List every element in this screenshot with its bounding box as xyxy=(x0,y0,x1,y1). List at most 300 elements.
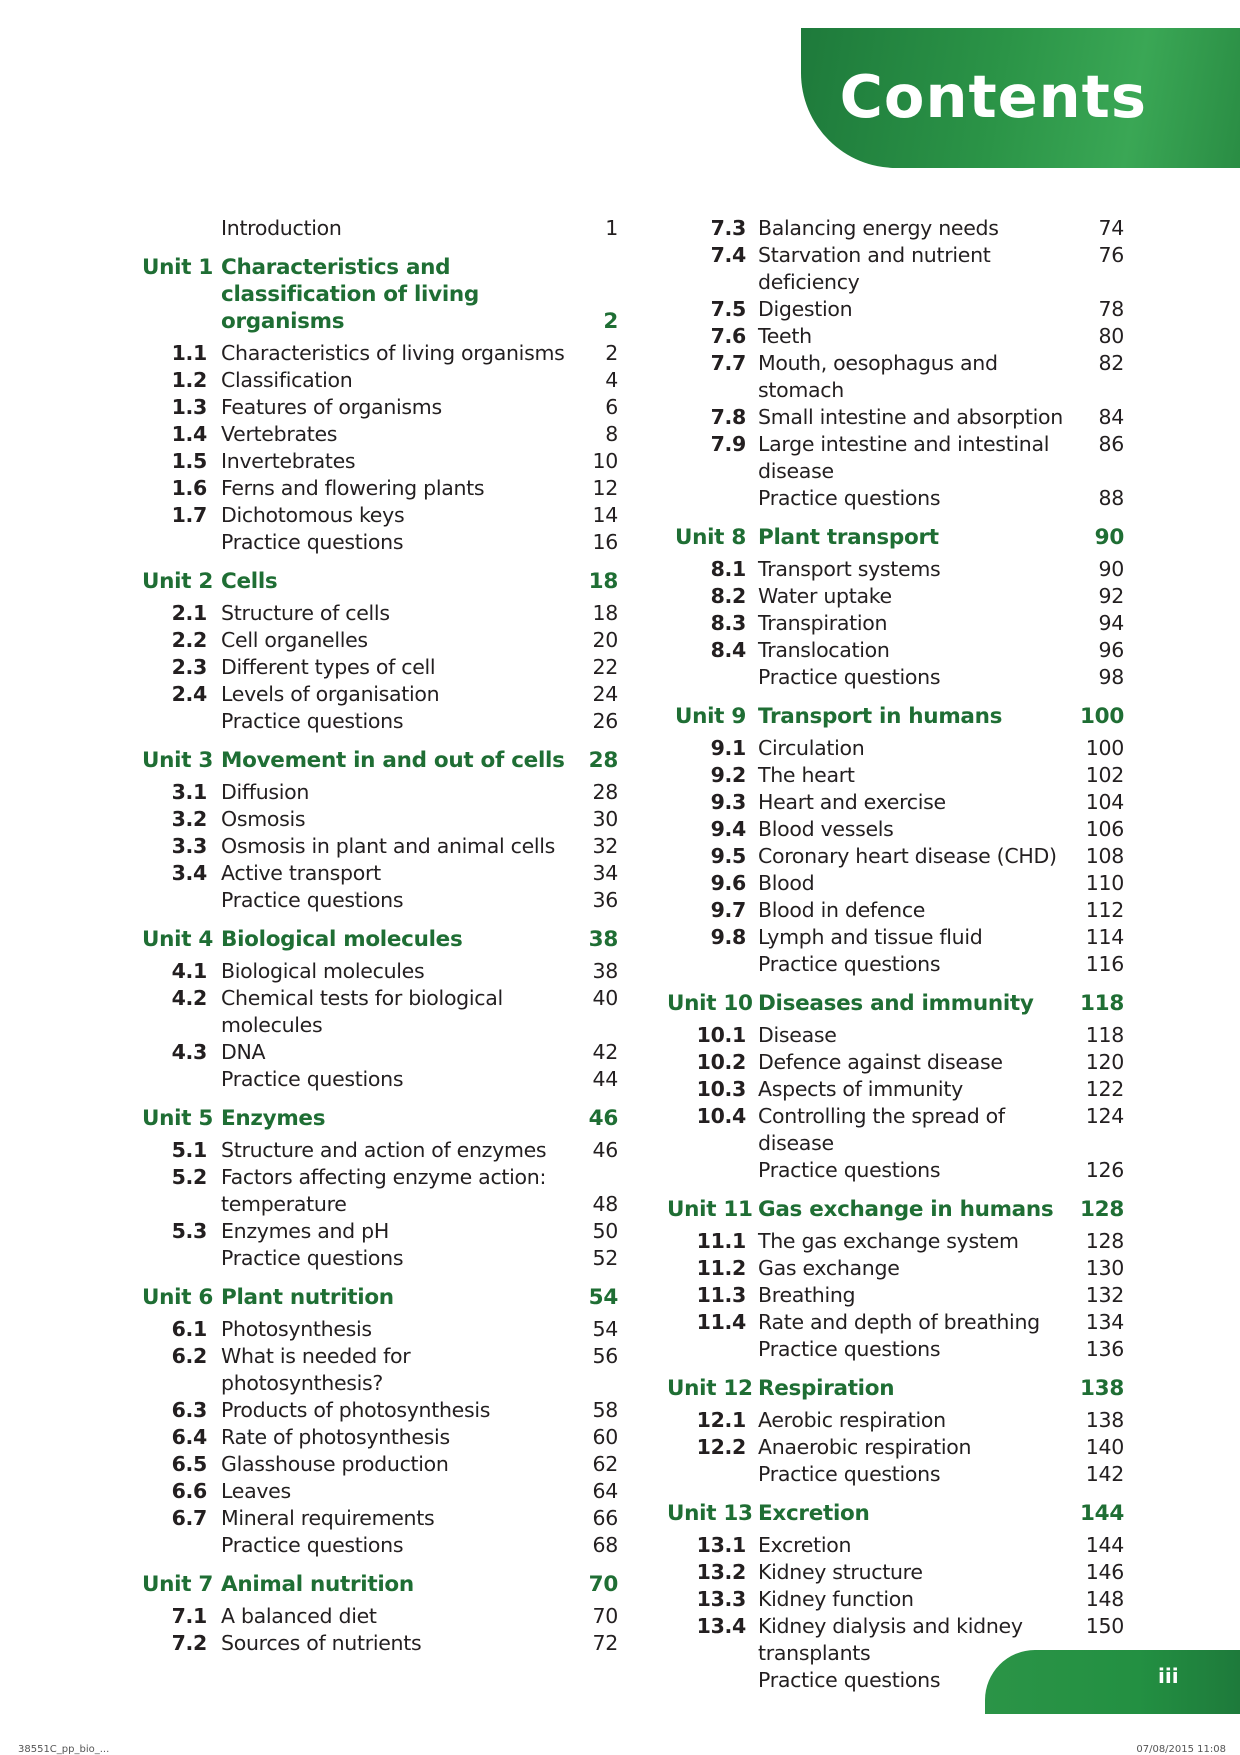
toc-title: Kidney dialysis and kidney transplants xyxy=(758,1614,1023,1665)
toc-entry xyxy=(142,421,618,448)
toc-number: Unit 13 xyxy=(667,1501,753,1526)
toc-title: The heart xyxy=(758,763,855,787)
toc-unit-heading xyxy=(667,1375,1124,1402)
toc-entry xyxy=(667,583,1124,610)
toc-page-number: 104 xyxy=(1085,790,1124,814)
toc-number: 9.4 xyxy=(710,817,746,841)
toc-number: 10.2 xyxy=(696,1050,746,1074)
toc-title: What is needed for photosynthesis? xyxy=(221,1344,411,1395)
toc-column-right xyxy=(667,215,1124,1694)
toc-number: 7.8 xyxy=(710,405,746,429)
toc-number: 3.3 xyxy=(171,834,207,858)
toc-entry xyxy=(667,350,1124,404)
toc-title: Coronary heart disease (CHD) xyxy=(758,844,1057,868)
toc-page-number: 142 xyxy=(1085,1462,1124,1486)
toc-title: Characteristics and classification of living organisms xyxy=(221,255,480,334)
toc-entry xyxy=(142,394,618,421)
toc-title: Enzymes and pH xyxy=(221,1219,389,1243)
toc-title: Starvation and nutrient deficiency xyxy=(758,243,991,294)
toc-title: Digestion xyxy=(758,297,853,321)
toc-title: Movement in and out of cells xyxy=(221,748,565,773)
toc-page-number: 26 xyxy=(592,709,618,733)
toc-entry xyxy=(667,843,1124,870)
toc-page-number: 68 xyxy=(592,1533,618,1557)
toc-number: 10.4 xyxy=(696,1104,746,1128)
toc-entry xyxy=(142,1164,618,1191)
toc-number: 6.4 xyxy=(171,1425,207,1449)
toc-title: Diffusion xyxy=(221,780,310,804)
toc-title: Disease xyxy=(758,1023,837,1047)
toc-title: Plant nutrition xyxy=(221,1285,394,1310)
toc-title: Structure of cells xyxy=(221,601,390,625)
toc-number: 1.2 xyxy=(171,368,207,392)
toc-entry xyxy=(142,627,618,654)
toc-title: Ferns and flowering plants xyxy=(221,476,485,500)
toc-entry xyxy=(142,860,618,887)
toc-entry xyxy=(142,215,618,242)
toc-entry xyxy=(667,1586,1124,1613)
toc-number: 9.1 xyxy=(710,736,746,760)
toc-number: 13.1 xyxy=(696,1533,746,1557)
toc-entry xyxy=(667,1076,1124,1103)
toc-entry xyxy=(142,367,618,394)
toc-entry xyxy=(142,1343,618,1397)
toc-page-number: 144 xyxy=(1080,1501,1124,1526)
toc-number: 5.3 xyxy=(171,1219,207,1243)
toc-page-number: 144 xyxy=(1085,1533,1124,1557)
toc-number: 13.3 xyxy=(696,1587,746,1611)
toc-number: 13.2 xyxy=(696,1560,746,1584)
toc-page-number: 24 xyxy=(592,682,618,706)
toc-entry xyxy=(667,762,1124,789)
toc-number: 1.7 xyxy=(171,503,207,527)
toc-page-number: 120 xyxy=(1085,1050,1124,1074)
toc-entry xyxy=(667,1309,1124,1336)
toc-title: Defence against disease xyxy=(758,1050,1003,1074)
toc-page-number: 112 xyxy=(1085,898,1124,922)
toc-title: Mouth, oesophagus and stomach xyxy=(758,351,998,402)
toc-page-number: 44 xyxy=(592,1067,618,1091)
toc-title: Practice questions xyxy=(221,1067,404,1091)
toc-entry xyxy=(142,1245,618,1272)
toc-page-number: 140 xyxy=(1085,1435,1124,1459)
toc-number: 5.2 xyxy=(171,1165,207,1189)
toc-entry xyxy=(142,681,618,708)
toc-title: Small intestine and absorption xyxy=(758,405,1063,429)
toc-unit-heading xyxy=(667,990,1124,1017)
toc-number: 4.1 xyxy=(171,959,207,983)
toc-number: 9.3 xyxy=(710,790,746,814)
toc-title: Kidney structure xyxy=(758,1560,923,1584)
toc-number: 10.3 xyxy=(696,1077,746,1101)
toc-entry xyxy=(142,1191,618,1218)
toc-page-number: 102 xyxy=(1085,763,1124,787)
toc-unit-heading xyxy=(142,926,618,953)
toc-number: Unit 1 xyxy=(142,255,214,280)
toc-unit-heading xyxy=(142,254,618,335)
toc-number: 7.5 xyxy=(710,297,746,321)
toc-number: 1.6 xyxy=(171,476,207,500)
toc-number: 7.6 xyxy=(710,324,746,348)
toc-entry xyxy=(667,637,1124,664)
toc-page-number: 94 xyxy=(1098,611,1124,635)
toc-title: Features of organisms xyxy=(221,395,442,419)
toc-number: 7.2 xyxy=(171,1631,207,1655)
toc-title: Chemical tests for biological molecules xyxy=(221,986,503,1037)
toc-unit-heading xyxy=(142,568,618,595)
toc-entry xyxy=(142,1039,618,1066)
toc-entry xyxy=(667,556,1124,583)
toc-title: Practice questions xyxy=(758,1158,941,1182)
toc-title: Practice questions xyxy=(758,1337,941,1361)
toc-entry xyxy=(667,1103,1124,1157)
toc-title: Anaerobic respiration xyxy=(758,1435,972,1459)
toc-page-number: 72 xyxy=(592,1631,618,1655)
toc-unit-heading xyxy=(142,1284,618,1311)
toc-page-number: 86 xyxy=(1098,432,1124,456)
toc-page-number: 20 xyxy=(592,628,618,652)
toc-title: Introduction xyxy=(221,216,342,240)
toc-page-number: 90 xyxy=(1094,525,1124,550)
toc-title: Factors affecting enzyme action: xyxy=(221,1165,547,1189)
toc-entry xyxy=(667,1336,1124,1363)
toc-number: 13.4 xyxy=(696,1614,746,1638)
toc-page-number: 50 xyxy=(592,1219,618,1243)
toc-number: 6.7 xyxy=(171,1506,207,1530)
toc-page-number: 138 xyxy=(1085,1408,1124,1432)
toc-title: Classification xyxy=(221,368,353,392)
toc-entry xyxy=(142,1603,618,1630)
toc-page-number: 2 xyxy=(605,341,618,365)
toc-entry xyxy=(142,1397,618,1424)
toc-number: 7.4 xyxy=(710,243,746,267)
toc-number: 4.3 xyxy=(171,1040,207,1064)
toc-entry xyxy=(142,1137,618,1164)
toc-entry xyxy=(667,242,1124,296)
toc-title: Enzymes xyxy=(221,1106,326,1131)
toc-entry xyxy=(667,1022,1124,1049)
toc-page-number: 146 xyxy=(1085,1560,1124,1584)
toc-number: Unit 8 xyxy=(674,525,746,550)
toc-title: Transpiration xyxy=(758,611,888,635)
toc-page-number: 52 xyxy=(592,1246,618,1270)
toc-title: Plant transport xyxy=(758,525,939,550)
toc-entry xyxy=(667,897,1124,924)
toc-title: Balancing energy needs xyxy=(758,216,999,240)
toc-page-number: 34 xyxy=(592,861,618,885)
toc-page-number: 150 xyxy=(1085,1614,1124,1638)
toc-title: Water uptake xyxy=(758,584,892,608)
toc-page-number: 46 xyxy=(588,1106,618,1131)
toc-entry xyxy=(667,1049,1124,1076)
toc-page-number: 136 xyxy=(1085,1337,1124,1361)
toc-title: Blood vessels xyxy=(758,817,894,841)
toc-title: Practice questions xyxy=(221,1533,404,1557)
toc-entry xyxy=(667,924,1124,951)
toc-page-number: 100 xyxy=(1080,704,1124,729)
toc-page-number: 4 xyxy=(605,368,618,392)
toc-title: Translocation xyxy=(758,638,890,662)
toc-page-number: 2 xyxy=(603,309,618,334)
toc-page-number: 58 xyxy=(592,1398,618,1422)
toc-number: Unit 6 xyxy=(142,1285,214,1310)
toc-title: Sources of nutrients xyxy=(221,1631,422,1655)
toc-page-number: 62 xyxy=(592,1452,618,1476)
toc-title: Heart and exercise xyxy=(758,790,946,814)
toc-number: 12.1 xyxy=(696,1408,746,1432)
toc-title: Diseases and immunity xyxy=(758,991,1034,1016)
toc-number: 2.3 xyxy=(171,655,207,679)
toc-number: 7.1 xyxy=(171,1604,207,1628)
toc-number: Unit 9 xyxy=(674,704,746,729)
toc-page-number: 70 xyxy=(588,1572,618,1597)
toc-page-number: 60 xyxy=(592,1425,618,1449)
toc-title: Practice questions xyxy=(221,530,404,554)
toc-entry xyxy=(667,1532,1124,1559)
toc-title: Controlling the spread of disease xyxy=(758,1104,1005,1155)
toc-title: Aspects of immunity xyxy=(758,1077,963,1101)
toc-title: Characteristics of living organisms xyxy=(221,341,565,365)
toc-number: 11.2 xyxy=(696,1256,746,1280)
toc-page-number: 10 xyxy=(592,449,618,473)
toc-number: 4.2 xyxy=(171,986,207,1010)
toc-page-number: 90 xyxy=(1098,557,1124,581)
toc-page-number: 1 xyxy=(605,216,618,240)
toc-title: Mineral requirements xyxy=(221,1506,435,1530)
toc-page-number: 118 xyxy=(1085,1023,1124,1047)
toc-page-number: 114 xyxy=(1085,925,1124,949)
toc-number: 7.7 xyxy=(710,351,746,375)
toc-number: 3.1 xyxy=(171,780,207,804)
toc-page-number: 30 xyxy=(592,807,618,831)
toc-page-number: 148 xyxy=(1085,1587,1124,1611)
toc-entry xyxy=(142,529,618,556)
toc-page-number: 28 xyxy=(588,748,618,773)
toc-title: Osmosis xyxy=(221,807,306,831)
toc-number: Unit 7 xyxy=(142,1572,214,1597)
toc-title: Kidney function xyxy=(758,1587,914,1611)
toc-title: Cells xyxy=(221,569,278,594)
toc-number: 3.4 xyxy=(171,861,207,885)
toc-entry xyxy=(142,806,618,833)
toc-page-number: 92 xyxy=(1098,584,1124,608)
toc-number: 9.6 xyxy=(710,871,746,895)
toc-page-number: 98 xyxy=(1098,665,1124,689)
toc-number: 6.5 xyxy=(171,1452,207,1476)
toc-page-number: 82 xyxy=(1098,351,1124,375)
toc-page-number: 32 xyxy=(592,834,618,858)
page-title: Contents xyxy=(839,62,1147,131)
toc-page-number: 56 xyxy=(592,1344,618,1368)
page-number: iii xyxy=(1158,1664,1179,1688)
toc-number: 6.1 xyxy=(171,1317,207,1341)
toc-title: Excretion xyxy=(758,1501,870,1526)
footer-page-tab xyxy=(985,1650,1240,1714)
toc-title: Leaves xyxy=(221,1479,291,1503)
toc-entry xyxy=(142,448,618,475)
toc-entry xyxy=(667,870,1124,897)
toc-title: Transport in humans xyxy=(758,704,1003,729)
toc-title: Practice questions xyxy=(758,1668,941,1692)
toc-number: 11.3 xyxy=(696,1283,746,1307)
toc-title: DNA xyxy=(221,1040,266,1064)
toc-page-number: 122 xyxy=(1085,1077,1124,1101)
toc-page-number: 8 xyxy=(605,422,618,446)
toc-entry xyxy=(142,654,618,681)
toc-page-number: 6 xyxy=(605,395,618,419)
toc-page-number: 18 xyxy=(588,569,618,594)
toc-page-number: 108 xyxy=(1085,844,1124,868)
toc-title: Breathing xyxy=(758,1283,856,1307)
toc-page-number: 80 xyxy=(1098,324,1124,348)
toc-title: Practice questions xyxy=(758,952,941,976)
toc-page-number: 66 xyxy=(592,1506,618,1530)
toc-entry xyxy=(142,1451,618,1478)
toc-title: Practice questions xyxy=(221,709,404,733)
toc-entry xyxy=(667,816,1124,843)
toc-page-number: 38 xyxy=(592,959,618,983)
toc-entry xyxy=(667,735,1124,762)
toc-entry xyxy=(667,1559,1124,1586)
toc-page-number: 70 xyxy=(592,1604,618,1628)
toc-entry xyxy=(142,887,618,914)
toc-title: Animal nutrition xyxy=(221,1572,414,1597)
toc-number: 9.7 xyxy=(710,898,746,922)
toc-number: 5.1 xyxy=(171,1138,207,1162)
toc-number: 1.4 xyxy=(171,422,207,446)
toc-entry xyxy=(142,502,618,529)
toc-number: 6.6 xyxy=(171,1479,207,1503)
toc-page-number: 124 xyxy=(1085,1104,1124,1128)
toc-entry xyxy=(667,1282,1124,1309)
toc-title: Practice questions xyxy=(221,888,404,912)
toc-page-number: 46 xyxy=(592,1138,618,1162)
toc-entry xyxy=(142,833,618,860)
toc-number: 2.4 xyxy=(171,682,207,706)
toc-entry xyxy=(142,1478,618,1505)
toc-title: Large intestine and intestinal disease xyxy=(758,432,1050,483)
toc-page-number: 132 xyxy=(1085,1283,1124,1307)
toc-title: The gas exchange system xyxy=(758,1229,1019,1253)
toc-page-number: 126 xyxy=(1085,1158,1124,1182)
toc-page-number: 88 xyxy=(1098,486,1124,510)
toc-number: 1.3 xyxy=(171,395,207,419)
toc-page-number: 100 xyxy=(1085,736,1124,760)
toc-page-number: 78 xyxy=(1098,297,1124,321)
toc-number: Unit 12 xyxy=(667,1376,753,1401)
toc-page-number: 74 xyxy=(1098,216,1124,240)
toc-page-number: 134 xyxy=(1085,1310,1124,1334)
toc-title: Gas exchange in humans xyxy=(758,1197,1054,1222)
print-slug-right: 07/08/2015 11:08 xyxy=(1136,1744,1226,1755)
toc-title: Practice questions xyxy=(758,1462,941,1486)
toc-title: Practice questions xyxy=(221,1246,404,1270)
toc-title: Lymph and tissue fluid xyxy=(758,925,983,949)
toc-title: Teeth xyxy=(758,324,812,348)
toc-number: 6.3 xyxy=(171,1398,207,1422)
toc-title: Levels of organisation xyxy=(221,682,440,706)
toc-entry xyxy=(667,323,1124,350)
toc-page-number: 28 xyxy=(592,780,618,804)
toc-number: 8.3 xyxy=(710,611,746,635)
toc-page-number: 36 xyxy=(592,888,618,912)
toc-title: Circulation xyxy=(758,736,865,760)
toc-title: Different types of cell xyxy=(221,655,436,679)
toc-entry xyxy=(142,779,618,806)
toc-entry xyxy=(667,789,1124,816)
toc-unit-heading xyxy=(142,1571,618,1598)
toc-number: 6.2 xyxy=(171,1344,207,1368)
toc-title: Cell organelles xyxy=(221,628,368,652)
toc-entry xyxy=(667,1157,1124,1184)
toc-title: Glasshouse production xyxy=(221,1452,449,1476)
toc-page-number: 130 xyxy=(1085,1256,1124,1280)
toc-title: Gas exchange xyxy=(758,1256,900,1280)
toc-entry xyxy=(667,1434,1124,1461)
toc-number: Unit 4 xyxy=(142,927,214,952)
toc-number: 9.8 xyxy=(710,925,746,949)
toc-title: Practice questions xyxy=(758,665,941,689)
toc-entry xyxy=(667,485,1124,512)
toc-number: Unit 11 xyxy=(667,1197,753,1222)
toc-title: Biological molecules xyxy=(221,959,425,983)
toc-number: 7.9 xyxy=(710,432,746,456)
toc-number: 1.5 xyxy=(171,449,207,473)
toc-number: Unit 5 xyxy=(142,1106,214,1131)
toc-entry xyxy=(142,600,618,627)
print-slug-left: 38551C_pp_bio_... xyxy=(18,1744,110,1755)
toc-number: 3.2 xyxy=(171,807,207,831)
toc-page-number: 54 xyxy=(592,1317,618,1341)
toc-entry xyxy=(667,951,1124,978)
toc-title: Invertebrates xyxy=(221,449,356,473)
toc-number: 7.3 xyxy=(710,216,746,240)
toc-page-number: 12 xyxy=(592,476,618,500)
toc-page-number: 54 xyxy=(588,1285,618,1310)
toc-number: 1.1 xyxy=(171,341,207,365)
toc-unit-heading xyxy=(667,1196,1124,1223)
toc-unit-heading xyxy=(142,1105,618,1132)
toc-number: Unit 2 xyxy=(142,569,214,594)
toc-entry xyxy=(667,664,1124,691)
toc-title: Biological molecules xyxy=(221,927,463,952)
toc-title: Excretion xyxy=(758,1533,852,1557)
toc-title: temperature xyxy=(221,1192,347,1216)
toc-entry xyxy=(142,1424,618,1451)
toc-page-number: 42 xyxy=(592,1040,618,1064)
toc-entry xyxy=(667,1255,1124,1282)
toc-page-number: 16 xyxy=(592,530,618,554)
toc-entry xyxy=(142,1316,618,1343)
toc-page-number: 76 xyxy=(1098,243,1124,267)
toc-page-number: 84 xyxy=(1098,405,1124,429)
toc-title: Aerobic respiration xyxy=(758,1408,946,1432)
toc-entry xyxy=(142,958,618,985)
toc-unit-heading xyxy=(667,524,1124,551)
toc-unit-heading xyxy=(667,703,1124,730)
toc-title: Active transport xyxy=(221,861,381,885)
toc-title: Practice questions xyxy=(758,486,941,510)
toc-page-number: 110 xyxy=(1085,871,1124,895)
toc-title: A balanced diet xyxy=(221,1604,377,1628)
toc-page-number: 38 xyxy=(588,927,618,952)
toc-entry xyxy=(142,1630,618,1657)
toc-entry xyxy=(667,296,1124,323)
toc-entry xyxy=(667,1461,1124,1488)
toc-number: 11.1 xyxy=(696,1229,746,1253)
toc-title: Vertebrates xyxy=(221,422,338,446)
toc-number: 8.4 xyxy=(710,638,746,662)
